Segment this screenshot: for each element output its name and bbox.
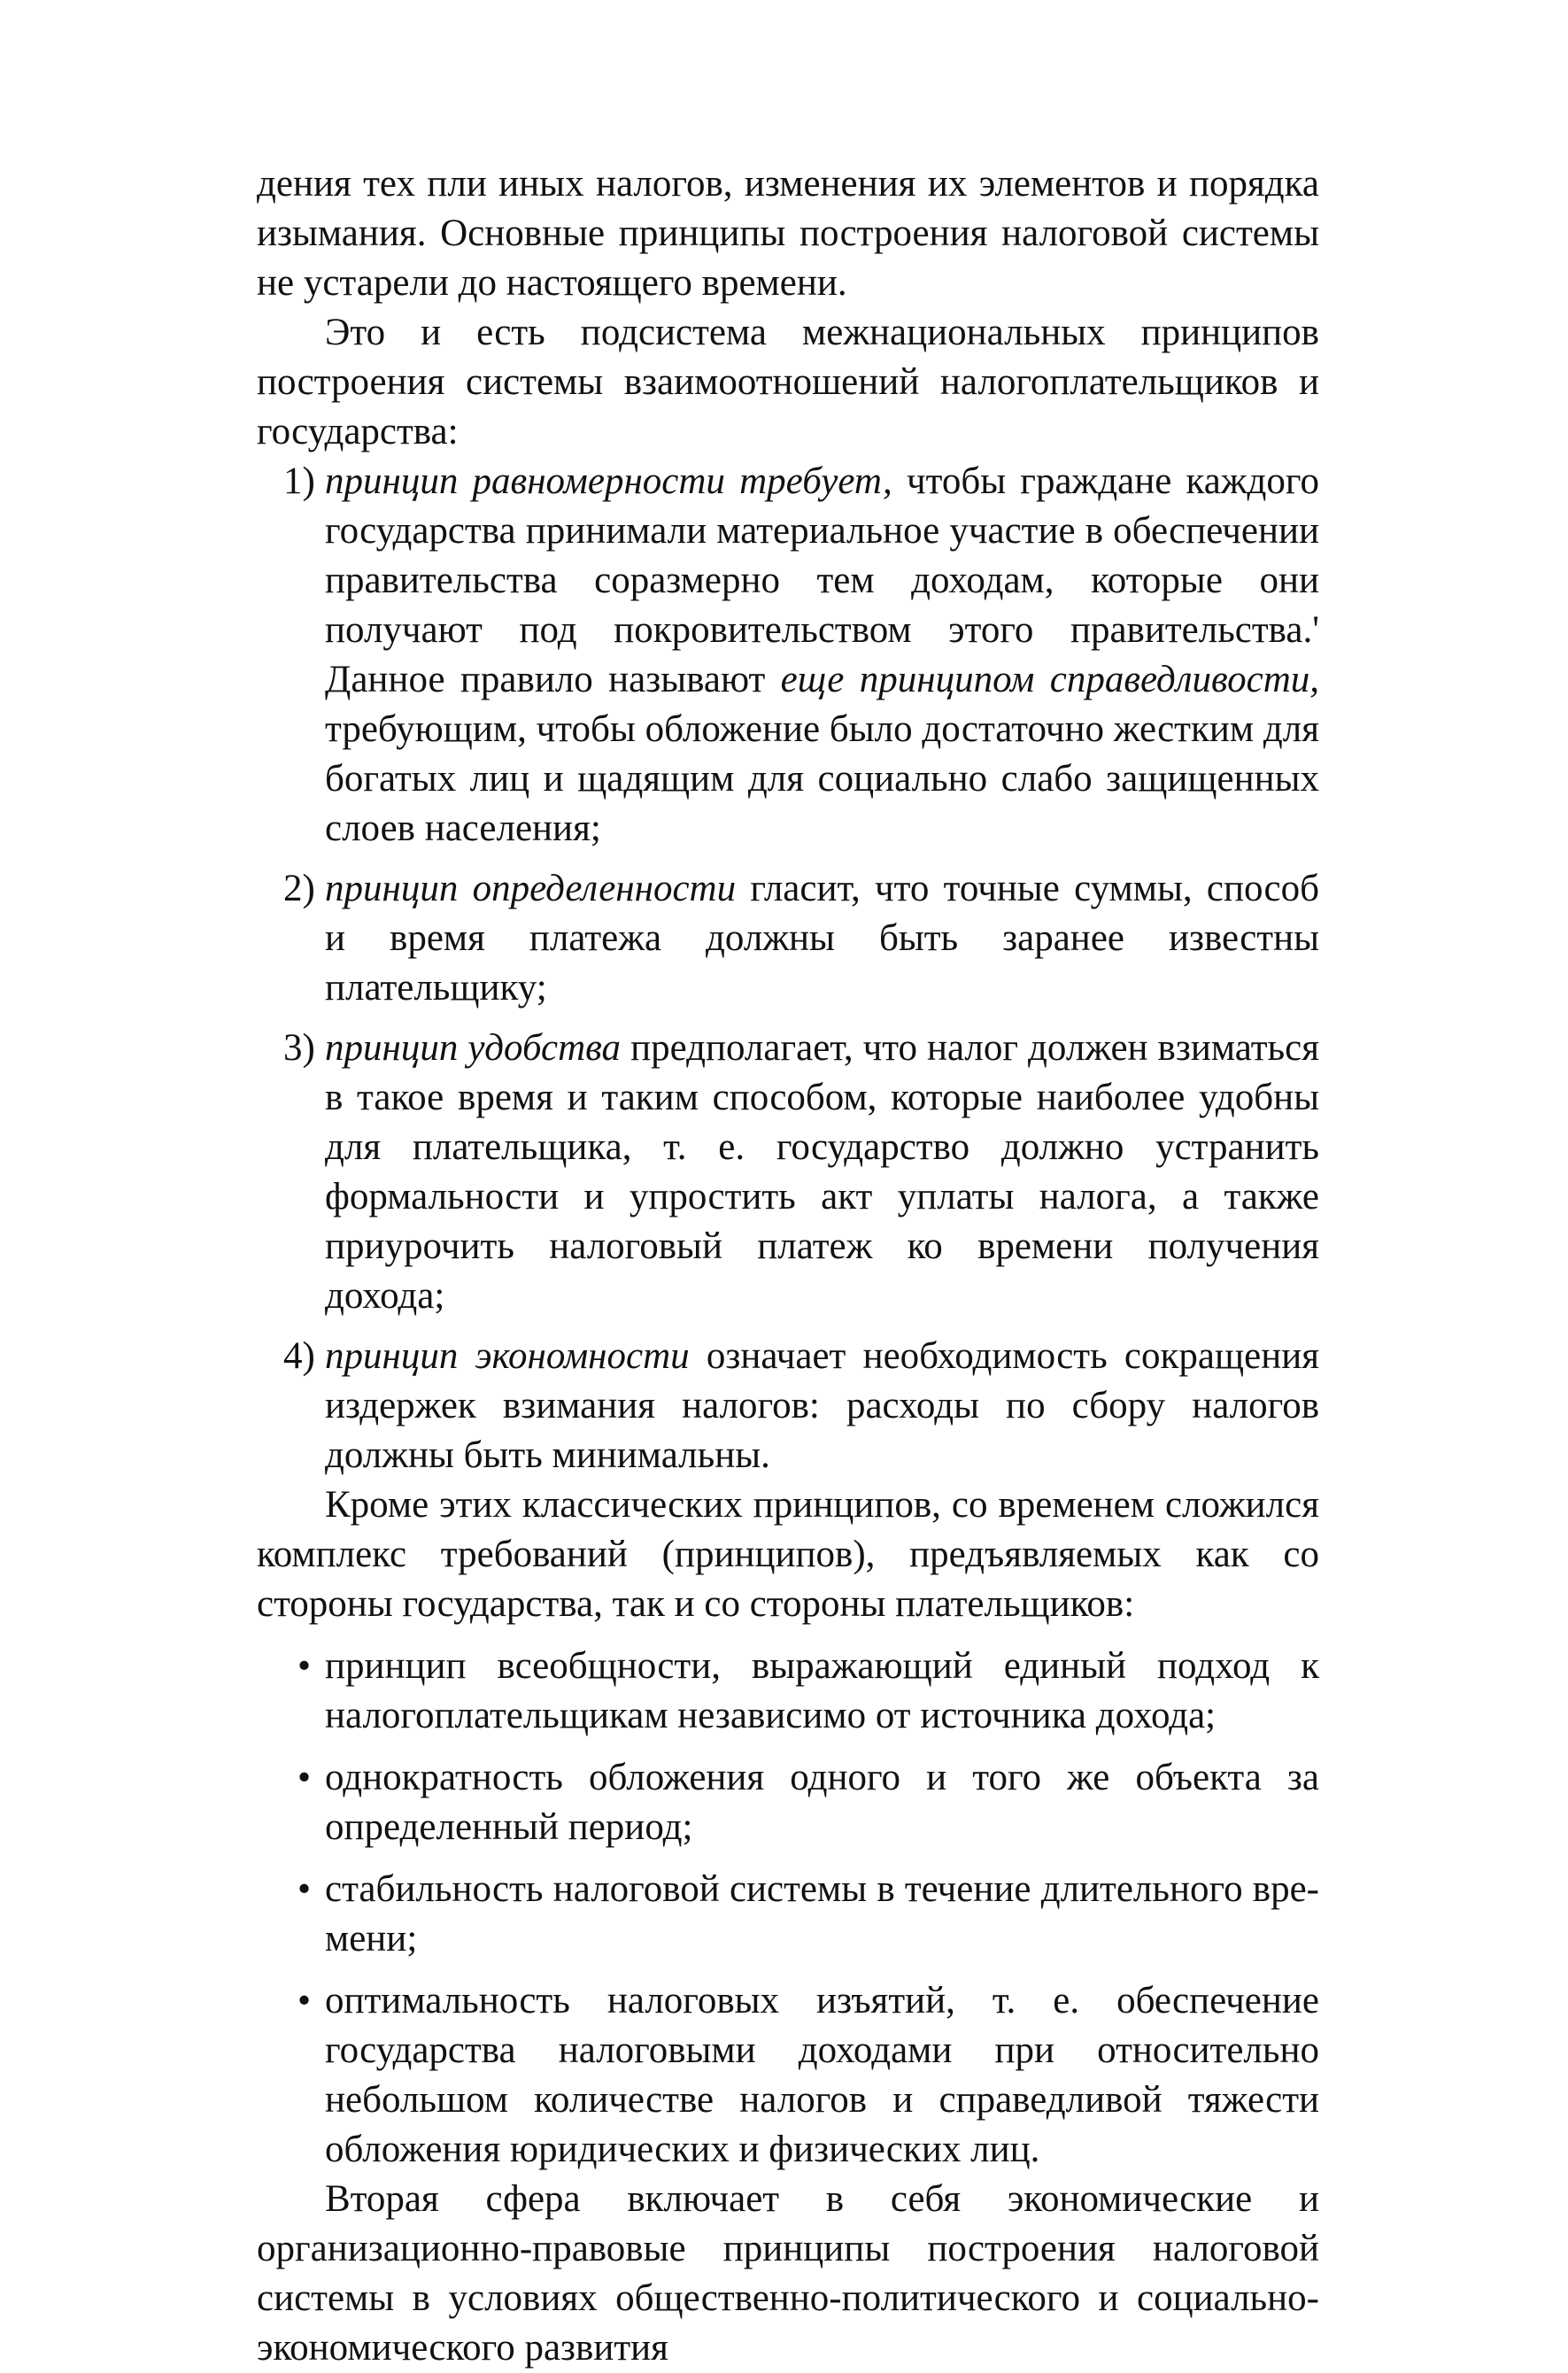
list-item-uniformity: [257, 457, 1319, 854]
term-convenience: принцип удобства: [325, 1027, 622, 1069]
list-item: [257, 1976, 1319, 2175]
list-item: [257, 1865, 1319, 1964]
list-item-text: стабильность налоговой системы в течение длительного времени;: [325, 1868, 1319, 1959]
term-uniformity: принцип равномерности требует,: [325, 460, 892, 502]
list-item: [257, 1753, 1319, 1852]
term-fairness: еще принципом справедливости,: [780, 659, 1319, 700]
bullet-icon: •: [297, 1757, 312, 1798]
list-item-text: требующим, чтобы обложение было достаточно жестким для богатых лиц и щадящим для социально слабо защищенных слоев населения;: [325, 708, 1319, 849]
term-economy: принцип экономности: [325, 1335, 690, 1377]
paragraph-second-sphere: Вторая сфера включает в себя экономические и организационно-правовые принципы построения налоговой системы в условиях общественно-политического и социально-экономического развития: [257, 2178, 1319, 2369]
list-item-text: однократность обложения одного и того же объекта за определенный период;: [325, 1757, 1319, 1848]
term-certainty: принцип определенности: [325, 868, 737, 909]
paragraph-additional-requirements: Кроме этих классических принципов, со временем сложился комплекс требований (принципов), предъявляемых как со стороны государства, так и со стороны плательщиков:: [257, 1484, 1319, 1625]
bullet-icon: •: [297, 1980, 312, 2021]
paragraph-subsystem-intro: Это и есть подсистема межнациональных принципов построения системы взаимоотношений налогоплательщиков и государства:: [257, 312, 1319, 452]
list-item-text: принцип всеобщности, выражающий единый подход к налогоплательщикам независимо от источника дохода;: [325, 1645, 1319, 1736]
list-marker: 2): [283, 868, 315, 909]
bulleted-requirements-list: [257, 1642, 1319, 2175]
list-item-text: чтобы граждане каждого государства принимали материальное участие в обеспечении правительства соразмерно тем доходам, которые они получают под покровительством этого правительства.' Данное правило называют: [325, 460, 1319, 700]
numbered-principles-list: [257, 457, 1319, 1480]
list-item: [257, 1642, 1319, 1741]
list-item-certainty: [257, 864, 1319, 1013]
list-item-text: оптимальность налоговых изъятий, т. е. обеспечение государства налоговыми доходами при относительно небольшом количестве налогов и справедливой тяжести обложения юридических и физических лиц.: [325, 1980, 1319, 2170]
list-marker: 3): [283, 1027, 315, 1069]
list-item-text: означает необходимость сокращения издержек взимания налогов: расходы по сбору налогов должны быть минимальны.: [325, 1335, 1319, 1476]
bullet-icon: •: [297, 1645, 312, 1687]
list-item-text: предполагает, что налог должен взиматься в такое время и таким способом, которые наиболее удобны для плательщика, т. е. государство должно устранить формальности и упростить акт уплаты налога, а также приурочить налоговый платеж ко времени получения дохода;: [325, 1027, 1319, 1317]
list-marker: 4): [283, 1335, 315, 1377]
bullet-icon: •: [297, 1868, 312, 1910]
list-item-convenience: [257, 1024, 1319, 1321]
document-page: [257, 159, 1319, 2373]
list-item-text: гласит, что точные суммы, способ и время платежа должны быть заранее известны плательщику;: [325, 868, 1319, 1009]
list-item-economy: [257, 1332, 1319, 1480]
list-marker: 1): [283, 460, 315, 502]
paragraph-continuation: дения тех пли иных налогов, изменения их элементов и порядка изымания. Основные принципы построения налоговой системы не устарели до настоящего времени.: [257, 163, 1319, 304]
